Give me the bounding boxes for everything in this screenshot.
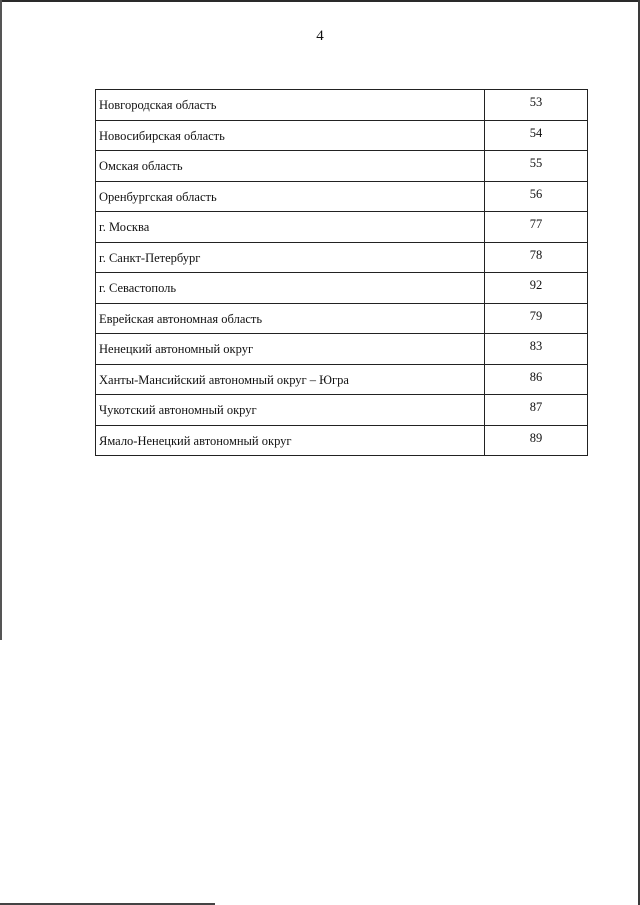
region-code: 83 xyxy=(485,334,588,365)
table-row xyxy=(96,90,588,121)
table-row xyxy=(96,334,588,365)
region-name: Чукотский автономный округ xyxy=(96,395,485,426)
region-name: г. Санкт-Петербург xyxy=(96,242,485,273)
table-row xyxy=(96,425,588,456)
table-row xyxy=(96,395,588,426)
region-name: Ненецкий автономный округ xyxy=(96,334,485,365)
region-code: 87 xyxy=(485,395,588,426)
table-row xyxy=(96,273,588,304)
region-name: Оренбургская область xyxy=(96,181,485,212)
table-row xyxy=(96,303,588,334)
region-name: Новгородская область xyxy=(96,90,485,121)
region-code: 78 xyxy=(485,242,588,273)
region-name: Новосибирская область xyxy=(96,120,485,151)
page-border-left xyxy=(0,0,2,640)
regions-table-body xyxy=(96,90,588,456)
page-border-top xyxy=(0,0,640,2)
page-number: 4 xyxy=(316,28,324,44)
region-name: Ямало-Ненецкий автономный округ xyxy=(96,425,485,456)
region-code: 77 xyxy=(485,212,588,243)
region-name: Омская область xyxy=(96,151,485,182)
region-code: 89 xyxy=(485,425,588,456)
table-row xyxy=(96,242,588,273)
region-code: 92 xyxy=(485,273,588,304)
region-code: 86 xyxy=(485,364,588,395)
table-row xyxy=(96,364,588,395)
region-code: 53 xyxy=(485,90,588,121)
table-row xyxy=(96,151,588,182)
regions-table xyxy=(95,89,588,456)
region-name: г. Москва xyxy=(96,212,485,243)
region-code: 55 xyxy=(485,151,588,182)
region-name: Ханты-Мансийский автономный округ – Югра xyxy=(96,364,485,395)
table-row xyxy=(96,120,588,151)
table-row xyxy=(96,212,588,243)
region-code: 54 xyxy=(485,120,588,151)
region-name: г. Севастополь xyxy=(96,273,485,304)
region-code: 56 xyxy=(485,181,588,212)
region-name: Еврейская автономная область xyxy=(96,303,485,334)
region-code: 79 xyxy=(485,303,588,334)
table-row xyxy=(96,181,588,212)
